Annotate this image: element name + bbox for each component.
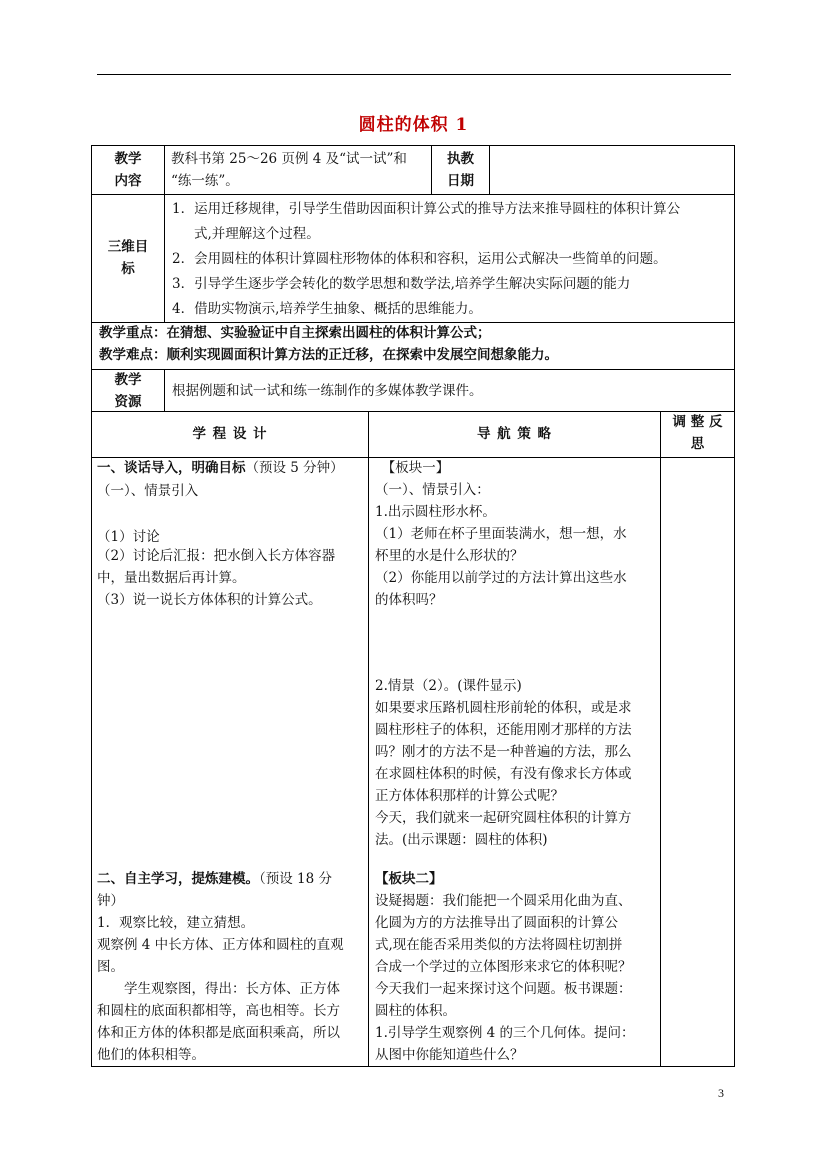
strategy-line: 正方体体积那样的计算公式呢？ bbox=[375, 788, 564, 804]
column-header-design: 学 程 设 计 bbox=[192, 426, 268, 442]
page-number: 3 bbox=[718, 1086, 724, 1100]
strategy-line: 【板块一】 bbox=[375, 460, 450, 476]
goal-item: 2．会用圆柱的体积计算圆柱形物体的体积和容积，运用公式解决一些简单的问题。 bbox=[172, 251, 667, 267]
design-line: 图。 bbox=[97, 959, 124, 975]
strategy-line: 设疑揭题：我们能把一个圆采用化曲为直、 bbox=[375, 893, 632, 909]
strategy-line: 合成一个学过的立体图形来求它的体积呢？ bbox=[375, 959, 632, 975]
strategy-line: 的体积吗？ bbox=[375, 592, 443, 608]
section-heading: 二、自主学习，提炼建模。（预设 18 分 bbox=[97, 871, 333, 887]
design-line: 中，量出数据后再计算。 bbox=[97, 570, 246, 586]
design-line: 钟） bbox=[97, 893, 124, 909]
strategy-line: 杯里的水是什么形状的？ bbox=[375, 548, 524, 564]
goal-item: 4．借助实物演示,培养学生抽象、概括的思维能力。 bbox=[172, 301, 482, 317]
strategy-line: 圆柱的体积。 bbox=[375, 1003, 456, 1019]
design-line: 观察例 4 中长方体、正方体和圆柱的直观 bbox=[97, 937, 344, 953]
strategy-line: 化圆为方的方法推导出了圆面积的计算公 bbox=[375, 915, 618, 931]
content-label: 教学 内容 bbox=[114, 151, 142, 189]
goal-item: 1．运用迁移规律，引导学生借助因面积计算公式的推导方法来推导圆柱的体积计算公 bbox=[172, 201, 681, 217]
resources-value: 根据例题和试一试和练一练制作的多媒体教学课件。 bbox=[172, 383, 483, 399]
strategy-line: 式,现在能否采用类似的方法将圆柱切割拼 bbox=[375, 937, 623, 953]
design-line: （3）说一说长方体体积的计算公式。 bbox=[97, 592, 322, 608]
design-line: 他们的体积相等。 bbox=[97, 1047, 205, 1063]
goals-label: 三维目 标 bbox=[107, 239, 149, 277]
design-line: 和圆柱的底面积都相等，高也相等。长方 bbox=[97, 1003, 340, 1019]
strategy-line: （2）你能用以前学过的方法计算出这些水 bbox=[375, 570, 627, 586]
header-rule bbox=[97, 74, 731, 75]
design-line: （一）、情景引入 bbox=[97, 483, 199, 499]
strategy-line: 法。(出示课题：圆柱的体积) bbox=[375, 832, 548, 848]
strategy-line: 1.出示圆柱形水杯。 bbox=[375, 504, 496, 520]
goal-item: 3．引导学生逐步学会转化的数学思想和数学法,培养学生解决实际问题的能力 bbox=[172, 276, 631, 292]
teaching-difficulty: 教学难点：顺利实现圆面积计算方法的正迁移，在探索中发展空间想象能力。 bbox=[99, 347, 558, 363]
column-header-strategy: 导 航 策 略 bbox=[476, 426, 553, 442]
strategy-line: （1）老师在杯子里面装满水，想一想，水 bbox=[375, 526, 627, 542]
strategy-line: 圆柱形柱子的体积，还能用刚才那样的方法 bbox=[375, 722, 632, 738]
goal-item: 式,并理解这个过程。 bbox=[194, 226, 320, 242]
strategy-line: 1.引导学生观察例 4 的三个几何体。提问： bbox=[375, 1025, 635, 1041]
strategy-line: 今天，我们就来一起研究圆柱体积的计算方 bbox=[375, 810, 632, 826]
strategy-line: （一）、情景引入： bbox=[375, 482, 490, 498]
page-title: 圆柱的体积 1 bbox=[358, 115, 469, 135]
content-value: 教科书第 25～26 页例 4 及“试一试”和 “练一练”。 bbox=[171, 151, 407, 189]
strategy-line: 在求圆柱体积的时候，有没有像求长方体或 bbox=[375, 766, 632, 782]
strategy-line: 2.情景（2）。(课件显示) bbox=[375, 678, 522, 694]
design-line: （1）讨论 bbox=[97, 529, 160, 545]
teaching-focus: 教学重点：在猜想、实验验证中自主探索出圆柱的体积计算公式； bbox=[99, 325, 491, 341]
date-label: 执教 日期 bbox=[447, 151, 474, 189]
design-line: 学生观察图，得出：长方体、正方体 bbox=[97, 981, 340, 997]
design-line: 体和正方体的体积都是底面积乘高，所以 bbox=[97, 1025, 340, 1041]
design-line: 1．观察比较，建立猜想。 bbox=[97, 915, 255, 931]
strategy-line: 【板块二】 bbox=[375, 871, 443, 887]
strategy-line: 今天我们一起来探讨这个问题。板书课题： bbox=[375, 981, 632, 997]
column-header-reflection: 调 整 反 思 bbox=[672, 414, 723, 452]
resources-label: 教学 资源 bbox=[114, 372, 142, 410]
strategy-line: 吗？刚才的方法不是一种普遍的方法，那么 bbox=[375, 744, 632, 760]
strategy-line: 如果要求压路机圆柱形前轮的体积，或是求 bbox=[375, 700, 632, 716]
strategy-line: 从图中你能知道些什么？ bbox=[375, 1047, 524, 1063]
design-line: （2）讨论后汇报：把水倒入长方体容器 bbox=[97, 548, 336, 564]
section-heading: 一、谈话导入，明确目标（预设 5 分钟） bbox=[97, 460, 344, 476]
